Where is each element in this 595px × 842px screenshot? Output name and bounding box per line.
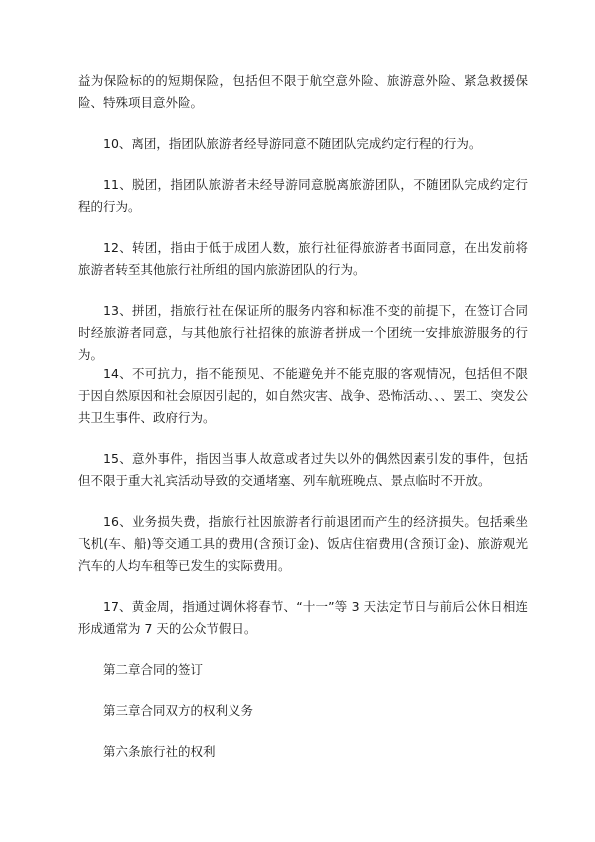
paragraph-17-golden-week: 17、黄金周，指通过调休将春节、“十一”等 3 天法定节日与前后公休日相连形成通常为 7 天的公众节假日。 bbox=[78, 599, 528, 636]
paragraph-14-force-majeure: 14、不可抗力，指不能预见、不能避免并不能克服的客观情况，包括但不限于因自然原因和社会原因引起的，如自然灾害、战争、恐怖活动、、、罢工、突发公共卫生事件、政府行为。 bbox=[78, 366, 529, 425]
heading-chapter-3: 第三章合同双方的权利义务 bbox=[103, 703, 254, 718]
paragraph-16-business-loss: 16、业务损失费，指旅行社因旅游者行前退团而产生的经济损失。包括乘坐飞机(车、船)等交通工具的费用(含预订金)、饭店住宿费用(含预订金)、旅游观光汽车的人均车租等已发生的实际费用。 bbox=[78, 514, 528, 573]
paragraph-15-accident: 15、意外事件，指因当事人故意或者过失以外的偶然因素引发的事件，包括但不限于重大礼宾活动导致的交通堵塞、列车航班晚点、景点临时不开放。 bbox=[78, 451, 528, 488]
paragraph-10-leave-group: 10、离团，指团队旅游者经导游同意不随团队完成约定行程的行为。 bbox=[103, 136, 482, 151]
paragraph-insurance-continuation: 益为保险标的的短期保险，包括但不限于航空意外险、旅游意外险、紧急救援保险、特殊项目意外险。 bbox=[78, 73, 528, 110]
heading-chapter-2: 第二章合同的签订 bbox=[103, 662, 204, 677]
paragraph-12-transfer-group: 12、转团，指由于低于成团人数，旅行社征得旅游者书面同意，在出发前将旅游者转至其他旅行社所组的国内旅游团队的行为。 bbox=[78, 240, 528, 277]
heading-article-6: 第六条旅行社的权利 bbox=[103, 744, 216, 759]
paragraph-11-detach-group: 11、脱团，指团队旅游者未经导游同意脱离旅游团队，不随团队完成约定行程的行为。 bbox=[78, 177, 528, 214]
paragraph-13-merge-group: 13、拼团，指旅行社在保证所的服务内容和标准不变的前提下，在签订合同时经旅游者同意，与其他旅行社招徕的旅游者拼成一个团统一安排旅游服务的行为。 bbox=[78, 303, 528, 362]
